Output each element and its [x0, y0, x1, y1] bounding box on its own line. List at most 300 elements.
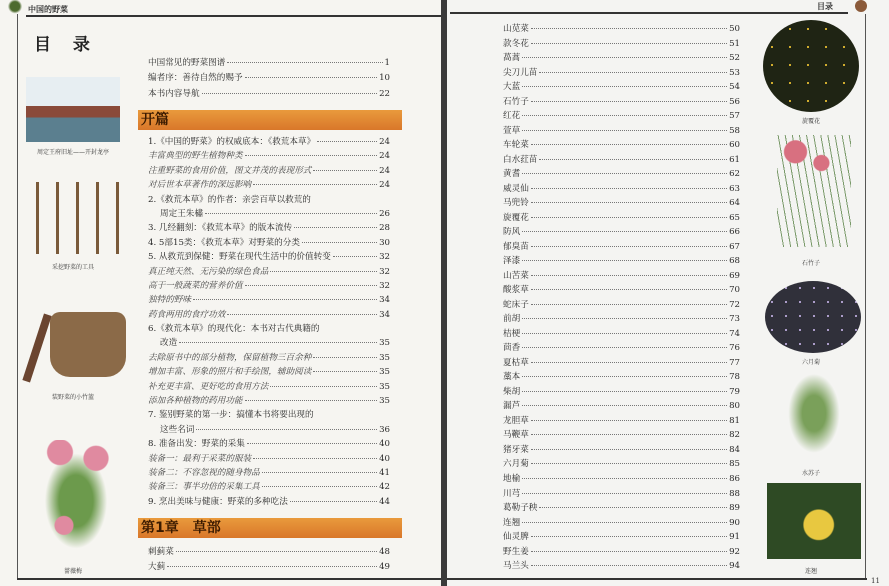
toc-entry-page: 91: [729, 532, 740, 543]
toc-entry[interactable]: [503, 545, 740, 560]
toc-entry-page: 35: [379, 352, 390, 363]
toc-entry-title: 1.《中国的野菜》的权威底本：《救荒本草》: [148, 137, 316, 147]
toc-entry-page: 69: [729, 270, 740, 281]
toc-entry[interactable]: [148, 437, 390, 451]
toc-entry-title: 龙胆草: [503, 415, 529, 426]
opening-entries-list: [148, 135, 390, 509]
toc-entry[interactable]: [503, 530, 740, 545]
toc-entry-title: 7. 鉴别野菜的第一步：搞懂本书将要出现的: [148, 410, 314, 421]
toc-entry[interactable]: [148, 265, 390, 279]
toc-entry-page: 94: [729, 561, 740, 572]
illustration-rose: [36, 440, 116, 562]
toc-entry-title: 马鞭草: [503, 430, 529, 441]
dot-leader: [522, 478, 727, 479]
toc-entry-page: 34: [379, 309, 390, 320]
toc-entry-page: 32: [379, 252, 390, 263]
toc-entry[interactable]: [503, 153, 740, 168]
toc-entry-page: 65: [729, 212, 740, 223]
photo-xuanfuhua: [763, 20, 859, 112]
photo-bamboo-basket: [50, 312, 126, 377]
toc-entry[interactable]: [503, 211, 740, 226]
photo-lianqiao: [767, 483, 861, 559]
toc-entry-title: 猪牙菜: [503, 444, 529, 455]
dot-leader: [205, 213, 377, 214]
toc-entry-page: 35: [379, 381, 390, 392]
toc-entry-page: 70: [729, 285, 740, 296]
toc-entry-page: 36: [379, 424, 390, 435]
illustration-shizhuzi: [777, 135, 851, 247]
dot-leader: [531, 188, 727, 189]
toc-entry[interactable]: [148, 71, 390, 86]
toc-entry[interactable]: [503, 182, 740, 197]
dot-leader: [531, 246, 727, 247]
toc-entry[interactable]: [503, 341, 740, 356]
toc-entry-title: 去除原书中的部分植物，保留植物三百余种: [148, 352, 312, 363]
toc-entry-page: 80: [729, 401, 740, 412]
toc-entry-title: 马兰头: [503, 561, 529, 572]
dot-leader: [531, 449, 727, 450]
toc-entry-title: 大蓟: [148, 562, 166, 573]
dot-leader: [531, 565, 727, 566]
toc-entry[interactable]: [148, 164, 390, 178]
toc-entry-page: 40: [379, 439, 390, 450]
caption: 连翘: [804, 568, 817, 575]
dot-leader: [313, 371, 377, 372]
toc-entry-page: 22: [379, 88, 390, 99]
dot-leader: [522, 231, 727, 232]
toc-entry[interactable]: [503, 283, 740, 298]
toc-entry-title: 高于一般蔬菜的营养价值: [148, 280, 243, 291]
toc-entry[interactable]: [503, 443, 740, 458]
toc-entry-title: 地榆: [503, 473, 521, 484]
toc-entry-page: 58: [729, 125, 740, 136]
dot-leader: [531, 43, 727, 44]
toc-entry-title: 注重野菜的食用价值，图文并茂的表现形式: [148, 165, 312, 176]
toc-entry-title: 款冬花: [503, 38, 529, 49]
toc-entry-title: 萵蒿: [503, 53, 521, 64]
toc-entry-title: 装备二：不容忽视的随身物品: [148, 467, 260, 478]
toc-entry-page: 52: [729, 53, 740, 64]
toc-entry[interactable]: [503, 356, 740, 371]
dot-leader: [270, 386, 377, 387]
toc-entry-page: 30: [379, 237, 390, 248]
dot-leader: [531, 144, 727, 145]
toc-entry-title: 丰富典型的野生植物种类: [148, 151, 243, 162]
toc-entry-page: 40: [379, 453, 390, 464]
toc-entry[interactable]: [148, 56, 390, 71]
running-head: 目录: [817, 2, 833, 11]
toc-entry[interactable]: [503, 298, 740, 313]
toc-entry-page: 10: [379, 73, 390, 84]
toc-entry[interactable]: [148, 336, 390, 350]
photo-liuyueju: [765, 281, 861, 353]
toc-entry[interactable]: [503, 487, 740, 502]
toc-entry[interactable]: [503, 167, 740, 182]
toc-entry[interactable]: [503, 22, 740, 37]
toc-entry-title: 山苋菜: [503, 24, 529, 34]
toc-entry-page: 68: [729, 256, 740, 267]
toc-entry-title: 茴香: [503, 343, 521, 354]
toc-entry-page: 35: [379, 396, 390, 407]
dot-leader: [531, 434, 727, 435]
toc-entry-page: 34: [379, 295, 390, 306]
dot-leader: [313, 357, 377, 358]
caption: 装野菜的小竹篮: [51, 394, 94, 401]
toc-entry[interactable]: [503, 428, 740, 443]
toc-entry-title: 柴胡: [503, 386, 521, 397]
toc-entry[interactable]: [148, 423, 390, 437]
dot-leader: [531, 289, 727, 290]
toc-entry-title: 野生姜: [503, 546, 529, 557]
dot-leader: [245, 400, 378, 401]
toc-entry-page: 67: [729, 241, 740, 252]
toc-entry-page: 44: [379, 496, 390, 507]
toc-entry[interactable]: [148, 135, 390, 149]
toc-entry-title: 刺蓟菜: [148, 547, 174, 557]
caption: 采挖野菜的工具: [51, 264, 94, 271]
front-matter-list: [148, 56, 390, 102]
dot-leader: [294, 227, 377, 228]
dot-leader: [227, 314, 377, 315]
dot-leader: [247, 443, 377, 444]
toc-entry-title: 黄耆: [503, 169, 521, 180]
dot-leader: [179, 342, 377, 343]
toc-entry-page: 24: [379, 165, 390, 176]
toc-entry-title: 车轮菜: [503, 140, 529, 151]
dot-leader: [522, 405, 727, 406]
toc-entry[interactable]: [503, 559, 740, 574]
toc-entry-title: 8. 准备出发：野菜的采集: [148, 439, 245, 450]
dot-leader: [317, 141, 377, 142]
toc-entry[interactable]: [148, 380, 390, 394]
toc-entry[interactable]: [148, 351, 390, 365]
dot-leader: [531, 420, 727, 421]
toc-entry-title: 夏枯草: [503, 357, 529, 368]
dot-leader: [262, 486, 377, 487]
toc-entry[interactable]: [503, 124, 740, 139]
dot-leader: [531, 362, 727, 363]
toc-entry-title: 编者序：善待自然的赐予: [148, 73, 243, 84]
toc-entry-page: 24: [379, 151, 390, 162]
toc-entry-title: 这些名词: [160, 424, 195, 435]
toc-entry-title: 川芎: [503, 488, 521, 499]
toc-entry-title: 泽漆: [503, 256, 521, 267]
toc-entry-page: 77: [729, 357, 740, 368]
toc-entry[interactable]: [148, 293, 390, 307]
toc-entry-page: 24: [379, 137, 390, 147]
dot-leader: [522, 522, 727, 523]
toc-entry[interactable]: [503, 254, 740, 269]
toc-entry-page: 74: [729, 328, 740, 339]
toc-entry-page: 41: [379, 467, 390, 478]
toc-entry[interactable]: [148, 221, 390, 235]
toc-entry-title: 萱草: [503, 125, 521, 136]
dot-leader: [522, 333, 727, 334]
toc-entry-page: 48: [379, 547, 390, 557]
illustration-shuisuzi: [781, 372, 847, 464]
toc-entry-title: 葛勒子秧: [503, 503, 538, 514]
margin-rule: [865, 14, 866, 579]
dot-leader: [539, 72, 727, 73]
toc-entry[interactable]: [503, 37, 740, 52]
toc-entry[interactable]: [503, 370, 740, 385]
toc-entry[interactable]: [148, 560, 390, 575]
page-title: 目 录: [34, 35, 98, 55]
toc-entry[interactable]: [503, 516, 740, 531]
toc-entry-title: 添加各种植物的药用功能: [148, 396, 243, 407]
toc-entry-page: 63: [729, 183, 740, 194]
toc-entry[interactable]: [503, 327, 740, 342]
toc-entry[interactable]: [148, 365, 390, 379]
header-rule: [450, 12, 848, 14]
toc-entry-title: 白水荭苗: [503, 154, 538, 165]
toc-entry-title: 石竹子: [503, 96, 529, 107]
toc-entry-page: 57: [729, 111, 740, 122]
flower-ornament-icon: [855, 0, 867, 12]
photo-stick: [22, 313, 51, 382]
toc-entry[interactable]: [148, 480, 390, 494]
dot-leader: [196, 429, 377, 430]
toc-entry-title: 马兜铃: [503, 198, 529, 209]
caption: 石竹子: [801, 260, 820, 267]
dot-leader: [167, 566, 377, 567]
toc-entry[interactable]: [148, 466, 390, 480]
toc-entry-page: 56: [729, 96, 740, 107]
toc-entry[interactable]: [503, 66, 740, 81]
dot-leader: [302, 242, 377, 243]
toc-entry[interactable]: [503, 225, 740, 240]
toc-entry[interactable]: [503, 399, 740, 414]
toc-entry-page: 79: [729, 386, 740, 397]
toc-entry[interactable]: [503, 312, 740, 327]
dot-leader: [531, 551, 727, 552]
dot-leader: [522, 115, 727, 116]
footer-rule: [17, 578, 441, 580]
toc-entry-page: 73: [729, 314, 740, 325]
toc-entry-page: 53: [729, 67, 740, 78]
dot-leader: [531, 304, 727, 305]
toc-entry-title: 酸浆草: [503, 285, 529, 296]
toc-entry-page: 64: [729, 198, 740, 209]
dot-leader: [522, 318, 727, 319]
toc-entry[interactable]: [148, 207, 390, 221]
toc-entry-title: 防风: [503, 227, 521, 238]
toc-entry[interactable]: [503, 269, 740, 284]
toc-entry[interactable]: [148, 452, 390, 466]
dot-leader: [531, 536, 727, 537]
caption: 周定王府旧址——开封龙亭: [36, 149, 109, 156]
toc-entry-page: 49: [379, 562, 390, 573]
toc-entry-title: 装备三：事半功倍的采集工具: [148, 482, 260, 493]
toc-entry-page: 72: [729, 299, 740, 310]
dot-leader: [313, 170, 377, 171]
toc-entry-page: 76: [729, 343, 740, 354]
toc-entry[interactable]: [503, 385, 740, 400]
dot-leader: [270, 271, 377, 272]
dot-leader: [202, 93, 377, 94]
toc-entry-title: 9. 烹出美味与健康：野菜的多种吃法: [148, 496, 288, 507]
toc-entry-page: 1: [384, 58, 390, 68]
toc-entry-title: 山苦菜: [503, 270, 529, 281]
toc-entry[interactable]: [503, 95, 740, 110]
toc-entry[interactable]: [148, 308, 390, 322]
dot-leader: [522, 130, 727, 131]
toc-entry[interactable]: [148, 279, 390, 293]
toc-entry[interactable]: [148, 87, 390, 102]
toc-entry-page: 78: [729, 372, 740, 383]
dot-leader: [522, 391, 727, 392]
toc-entry[interactable]: [503, 472, 740, 487]
margin-rule: [17, 14, 18, 580]
toc-entry-page: 90: [729, 517, 740, 528]
toc-entry-page: 89: [729, 503, 740, 514]
toc-entry-page: 92: [729, 546, 740, 557]
toc-entry-page: 85: [729, 459, 740, 470]
toc-entry-title: 2.《救荒本草》的作者：亲尝百草以救荒的: [148, 194, 311, 205]
toc-entry[interactable]: [148, 250, 390, 264]
toc-entry-title: 桔梗: [503, 328, 521, 339]
toc-entry-title: 尖刀儿苗: [503, 67, 538, 78]
footer-rule: [447, 578, 867, 580]
toc-entry-title: 六月菊: [503, 459, 529, 470]
caption: 旋覆花: [801, 118, 820, 125]
toc-entry-title: 旋覆花: [503, 212, 529, 223]
toc-entry-title: 装备一：最利于采菜的服装: [148, 453, 252, 464]
dot-leader: [333, 256, 377, 257]
toc-entry[interactable]: [148, 394, 390, 408]
chapter-heading: 第1章 草部: [138, 518, 402, 538]
dot-leader: [539, 507, 727, 508]
toc-entry-page: 24: [379, 180, 390, 191]
toc-entry[interactable]: [148, 495, 390, 509]
toc-entry-title: 红花: [503, 111, 521, 122]
toc-entry-page: 35: [379, 367, 390, 378]
left-page: [0, 0, 441, 586]
leaf-ornament-icon: [8, 0, 22, 16]
toc-entry-title: 周定王朱橚: [160, 208, 203, 219]
dot-leader: [522, 376, 727, 377]
toc-entry-title: 5. 从救荒到保健：野菜在现代生活中的价值转变: [148, 252, 331, 263]
dot-leader: [290, 501, 377, 502]
toc-entry[interactable]: [148, 193, 390, 207]
section-heading-opening: 开篇: [138, 110, 402, 130]
dot-leader: [253, 184, 377, 185]
dot-leader: [531, 28, 727, 29]
toc-entry[interactable]: [148, 408, 390, 422]
toc-entry-page: 61: [729, 154, 740, 165]
dot-leader: [262, 472, 377, 473]
toc-entry-page: 62: [729, 169, 740, 180]
toc-entry-page: 60: [729, 140, 740, 151]
toc-entry[interactable]: [148, 236, 390, 250]
toc-entry[interactable]: [503, 80, 740, 95]
toc-entry[interactable]: [503, 51, 740, 66]
toc-entry-page: 84: [729, 444, 740, 455]
toc-entry-title: 郁臭苗: [503, 241, 529, 252]
toc-entry[interactable]: [148, 322, 390, 336]
toc-entry-title: 4. 5部15类：《救荒本草》对野菜的分类: [148, 237, 300, 248]
dot-leader: [227, 62, 382, 63]
toc-entry-page: 88: [729, 488, 740, 499]
toc-entry-page: 35: [379, 338, 390, 349]
caption: 六月菊: [801, 359, 820, 366]
header-rule: [26, 15, 441, 17]
toc-entry-title: 改造: [160, 338, 178, 349]
toc-entry-title: 对后世本草著作的深远影响: [148, 180, 252, 191]
toc-entry-title: 中国常见的野菜图谱: [148, 58, 226, 68]
toc-entry[interactable]: [503, 138, 740, 153]
dot-leader: [522, 86, 727, 87]
toc-entry[interactable]: [148, 545, 390, 560]
dot-leader: [245, 285, 378, 286]
toc-entry[interactable]: [503, 414, 740, 429]
dot-leader: [522, 493, 727, 494]
toc-entry-page: 86: [729, 473, 740, 484]
toc-entry-page: 66: [729, 227, 740, 238]
dot-leader: [522, 347, 727, 348]
toc-entry-title: 藁本: [503, 372, 521, 383]
dot-leader: [245, 77, 378, 78]
toc-entry-page: 28: [379, 223, 390, 234]
toc-entry-title: 药食两用的食疗功效: [148, 309, 226, 320]
toc-entry-page: 50: [729, 24, 740, 34]
toc-entry[interactable]: [148, 149, 390, 163]
dot-leader: [531, 217, 727, 218]
toc-entry[interactable]: [503, 501, 740, 516]
toc-entry-page: 42: [379, 482, 390, 493]
toc-entry-page: 26: [379, 208, 390, 219]
dot-leader: [176, 551, 377, 552]
toc-entry[interactable]: [503, 457, 740, 472]
toc-entry-title: 前胡: [503, 314, 521, 325]
toc-entry-title: 增加丰富、形象的照片和手绘图，辅助阅读: [148, 367, 312, 378]
toc-entry[interactable]: [148, 178, 390, 192]
dot-leader: [539, 159, 727, 160]
toc-entry-title: 连翘: [503, 517, 521, 528]
toc-entry[interactable]: [503, 109, 740, 124]
dot-leader: [245, 155, 378, 156]
toc-entry[interactable]: [503, 240, 740, 255]
toc-entry-title: 补充更丰富、更好吃的食用方法: [148, 381, 269, 392]
toc-entry-title: 3. 几经翻刻：《救荒本草》的版本流传: [148, 223, 293, 234]
toc-entry-page: 81: [729, 415, 740, 426]
toc-entry-title: 漏芦: [503, 401, 521, 412]
caption: 水苏子: [801, 470, 820, 477]
toc-entry-title: 真正纯天然、无污染的绿色食品: [148, 266, 269, 277]
toc-entry-page: 32: [379, 280, 390, 291]
caption: 蔷薇梅: [63, 568, 82, 575]
toc-entry-page: 51: [729, 38, 740, 49]
toc-entry-page: 82: [729, 430, 740, 441]
dot-leader: [531, 101, 727, 102]
dot-leader: [522, 260, 727, 261]
toc-entry-title: 仙灵脾: [503, 532, 529, 543]
toc-entry-title: 本书内容导航: [148, 88, 200, 99]
toc-entry-title: 蛇床子: [503, 299, 529, 310]
dot-leader: [531, 463, 727, 464]
toc-entry-title: 独特的野味: [148, 295, 191, 306]
chapter1-entries-list: [148, 545, 390, 576]
toc-entry-page: 32: [379, 266, 390, 277]
right-page: [447, 0, 889, 586]
toc-entry-page: 54: [729, 82, 740, 93]
dot-leader: [253, 458, 377, 459]
dot-leader: [193, 299, 377, 300]
toc-entry[interactable]: [503, 196, 740, 211]
photo-digging-tools: [26, 182, 122, 254]
dot-leader: [522, 173, 727, 174]
toc-entry-title: 威灵仙: [503, 183, 529, 194]
